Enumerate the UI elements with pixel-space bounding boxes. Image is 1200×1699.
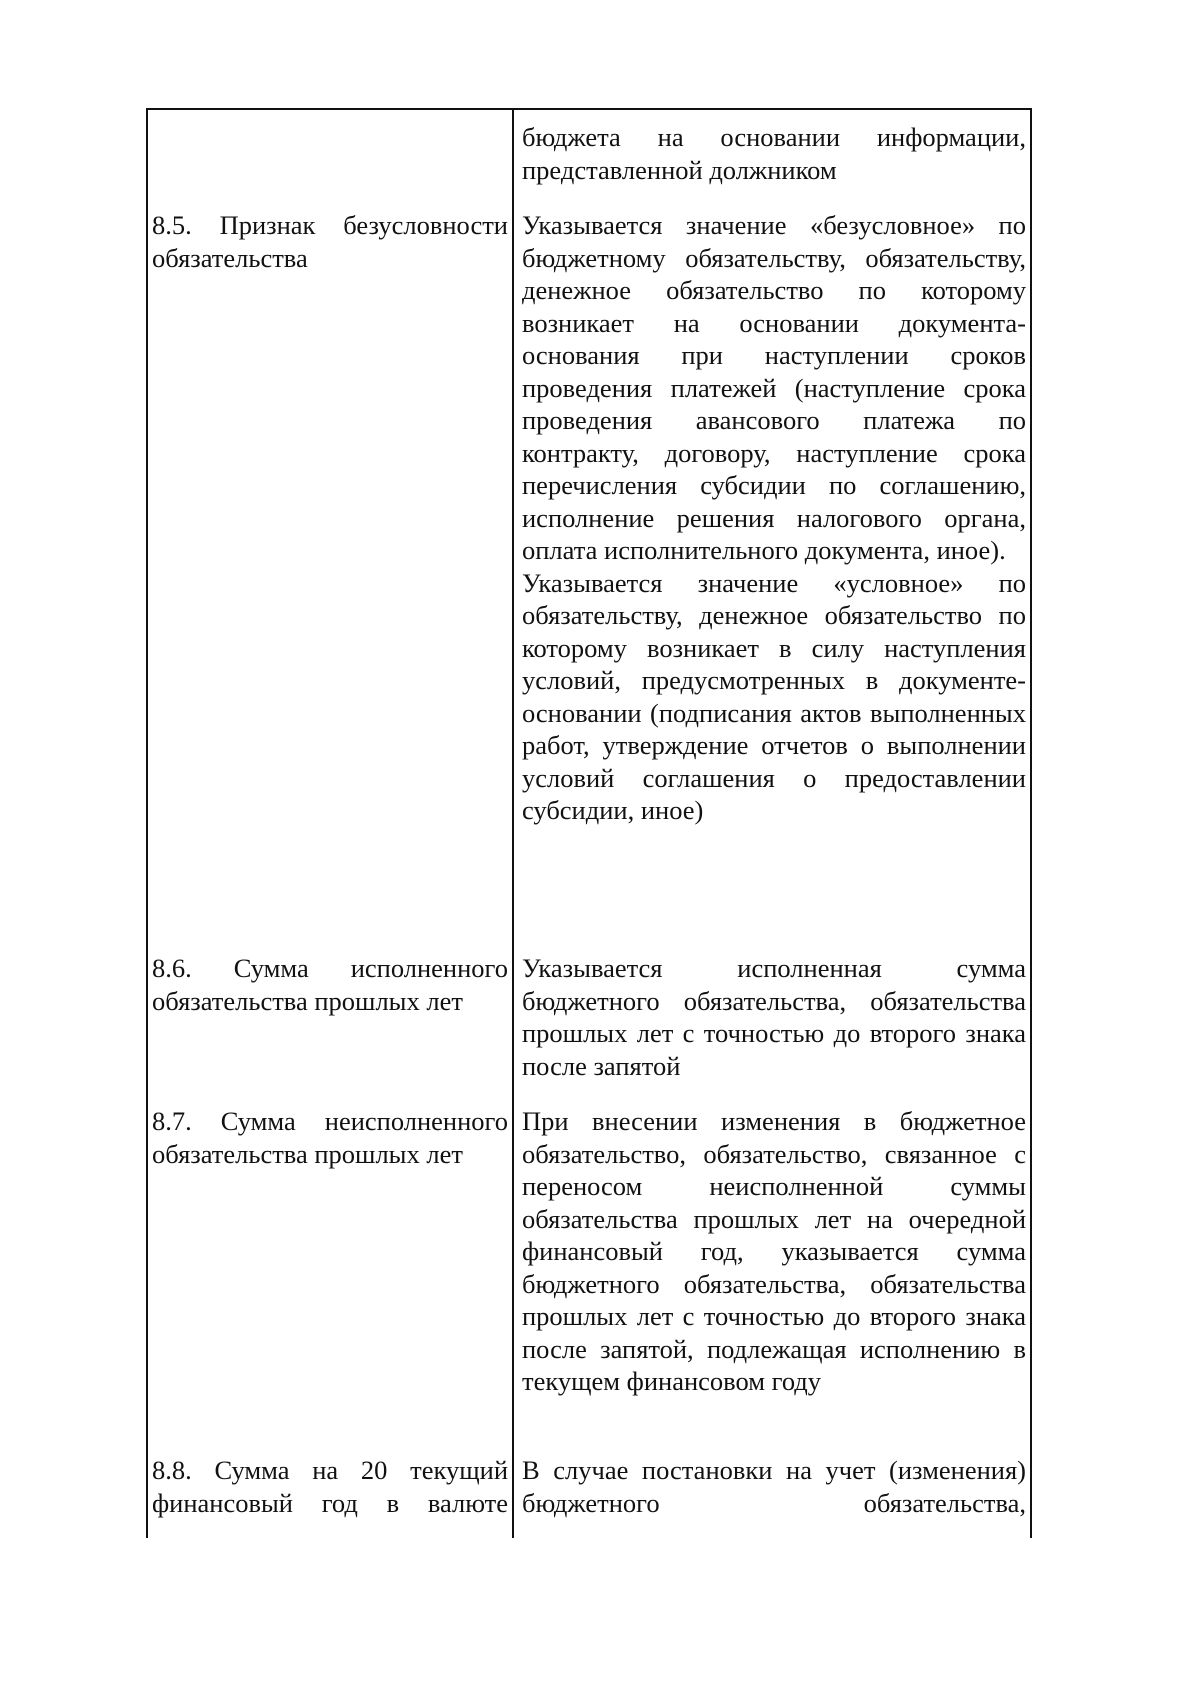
row-8-7-field [152,1105,508,1170]
description-paragraph: Указывается исполненная сумма бюджетного обязательства, обязательства прошлых лет с точностью до второго знака после запятой [522,953,1026,1081]
row-continued-description [522,121,1026,186]
column-divider [512,108,514,1538]
row-8-8-description [522,1454,1026,1519]
row-8-6-field [152,952,508,1017]
field-name: 8.6. Сумма исполненного обязательства прошлых лет [152,953,508,1016]
field-name: 8.8. Сумма на 20 текущий финансовый год в валюте [152,1455,508,1518]
description-paragraph: Указывается значение «условное» по обязательству, денежное обязательство по которому возникает в силу наступления условий, предусмотренных в документе-основании (подписания актов выполненных работ, утверждение отчетов о выполнении условий соглашения о предоставлении субсидии, иное) [522,567,1026,825]
description-paragraph: В случае постановки на учет (изменения) бюджетного обязательства, [522,1455,1026,1518]
description-paragraph: бюджета на основании информации, представленной должником [522,122,1026,185]
row-8-5-description [522,209,1026,827]
description-paragraph: При внесении изменения в бюджетное обязательство, обязательство, связанное с переносом неисполненной суммы обязательства прошлых лет на очередной финансовый год, указывается сумма бюджетного обязательства, обязательства прошлых лет с точностью до второго знака после запятой, подлежащая исполнению в текущем финансовом году [522,1106,1026,1396]
row-8-7-description [522,1105,1026,1398]
description-paragraph: Указывается значение «безусловное» по бюджетному обязательству, обязательству, денежное обязательство по которому возникает на основании документа-основания при наступлении сроков проведения платежей (наступление срока проведения авансового платежа по контракту, договору, наступление срока перечисления субсидии по соглашению, исполнение решения налогового органа, оплата исполнительного документа, иное). [522,210,1026,565]
row-8-6-description [522,952,1026,1082]
field-name: 8.5. Признак безусловности обязательства [152,210,508,273]
row-8-5-field [152,209,508,274]
row-8-8-field [152,1454,508,1519]
field-name: 8.7. Сумма неисполненного обязательства прошлых лет [152,1106,508,1169]
